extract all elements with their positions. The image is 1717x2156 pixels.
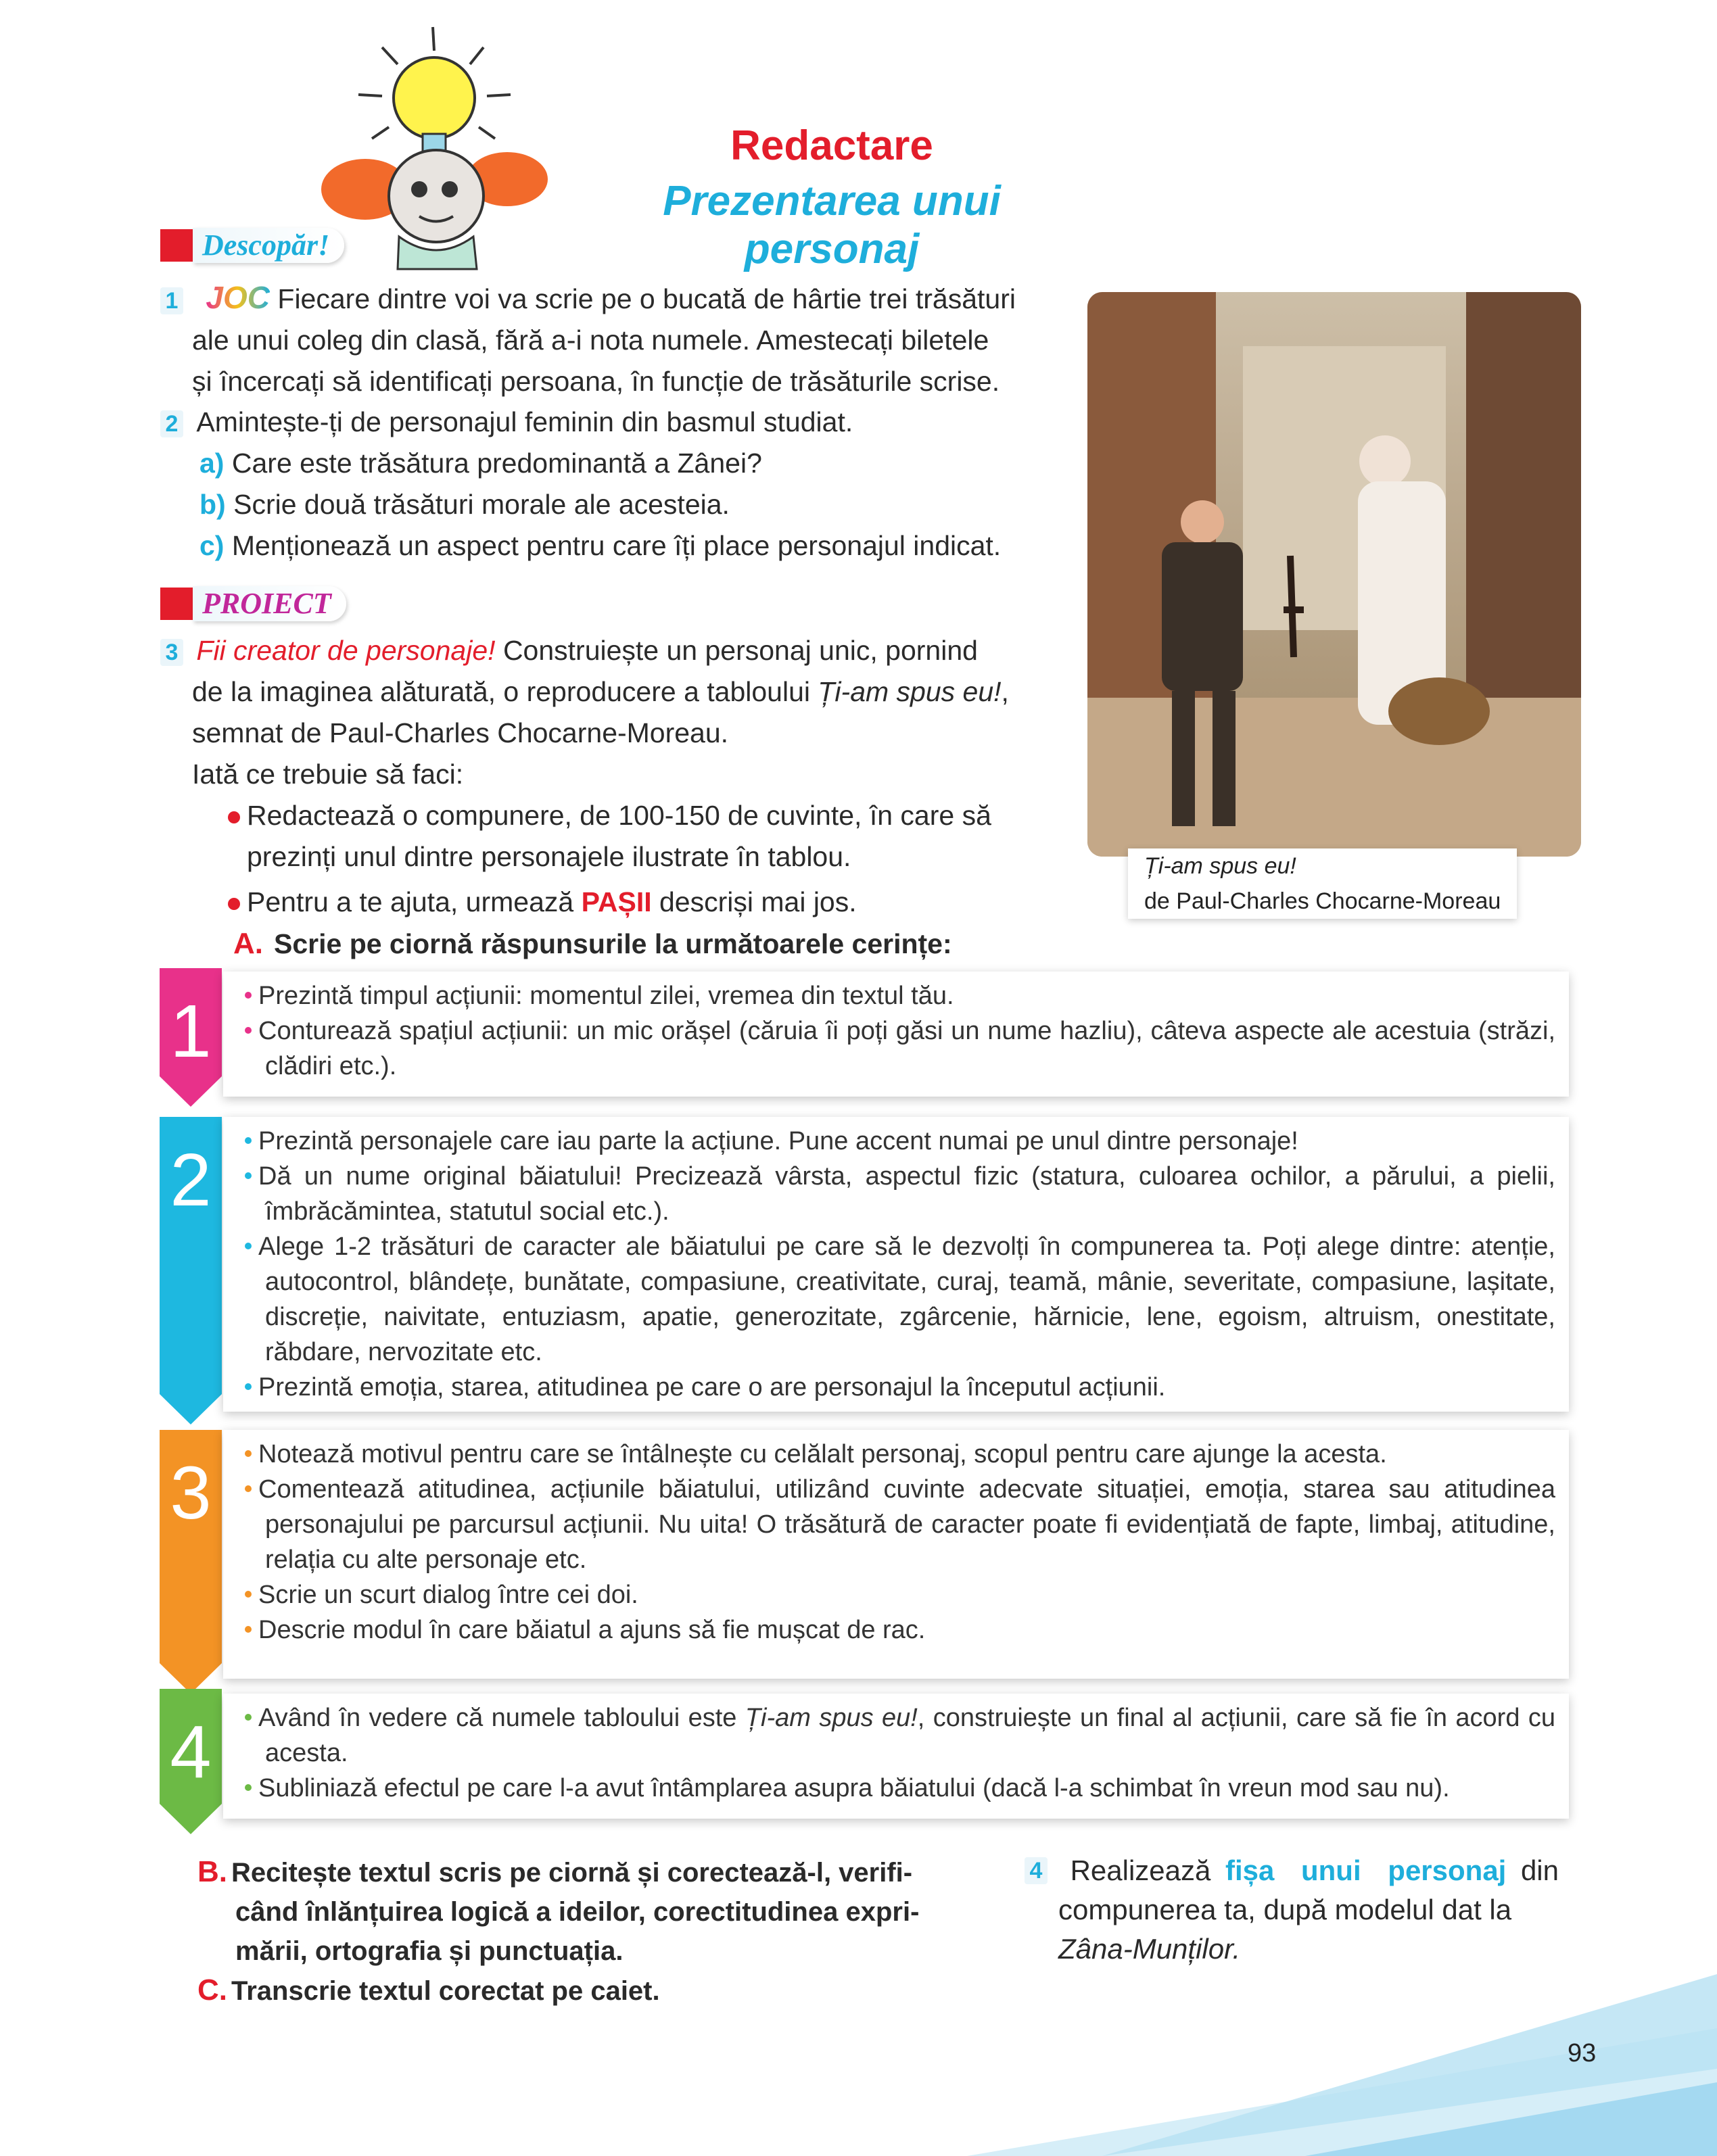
joc-label: JOC: [206, 280, 270, 315]
painting-caption: Ți-am spus eu! de Paul-Charles Chocarne-Moreau: [1128, 848, 1517, 919]
question-1: 1 JOC Fiecare dintre voi va scrie pe o bucată de hârtie trei trăsături ale unui coleg din clasă, fără a-i nota numele. Amestecați biletele și încercați să identificați persoana, în funcție de trăsăturile scrise.: [160, 277, 1066, 402]
page-subtitle: Prezentarea unui personaj: [663, 178, 1001, 272]
decorative-wave: [967, 1961, 1717, 2156]
page-title: Redactare: [730, 122, 933, 169]
red-square-icon: [160, 588, 193, 620]
step-4-box: Având în vedere că numele tabloului este Ți-am spus eu!, construiește un final al acțiunii, care să fie în acord cu acesta. Subliniază efectul pe care l-a avut întâmplarea asupra băiatului (dacă l-a schimbat în vreun mod sau nu).: [223, 1694, 1569, 1819]
step-3-number: 3: [170, 1452, 212, 1535]
bullet-dot: [228, 898, 240, 910]
question-3: 3 Fii creator de personaje! Construiește un personaj unic, pornind de la imaginea alăturată, o reproducere a tabloului Ți-am spus eu!, semnat de Paul-Charles Chocarne-Moreau. Iată ce trebuie să faci: Redactează o compunere, de 100-150 de cuvinte, în care să prezinți unul dintre personajele ilustrate în tablou. Pentru a te ajuta, urmează PAȘII descriși mai jos. A. Scrie pe ciornă răspunsurile la următoarele cerințe:: [160, 630, 1039, 965]
step-2-number: 2: [170, 1139, 212, 1222]
final-instructions: B. Recitește textul scris pe ciornă și corectează-l, verifi- când înlănțuirea logică a ideilor, corectitudinea expri- mării, ortografia și punctuația. C. Transcrie textul corectat pe caiet.: [197, 1855, 920, 2007]
question-2: 2 Amintește-ți de personajul feminin din basmul studiat. a) Care este trăsătura predominantă a Zânei? b) Scrie două trăsături morale ale acesteia. c) Menționează un aspect pentru care îți place personajul indicat.: [160, 402, 1066, 567]
step-2-box: Prezintă personajele care iau parte la acțiune. Pune accent numai pe unul dintre personaje! Dă un nume original băiatului! Precizează vârsta, aspectul fizic (statura, culoarea ochilor, a părului, a pielii, îmbrăcămintea, statutul social etc.). Alege 1-2 trăsături de caracter ale băiatului pe care să le dezvolți în compunerea ta. Poți alege dintre: atenție, autocontrol, blândețe, bunătate, compasiune, creativitate, curaj, teamă, mânie, severitate, compasiune, lașitate, discreție, naivitate, entuziasm, apatie, generozitate, zgârcenie, hărnicie, lene, egoism, altruism, onestitate, răbdare, nervozitate etc. Prezintă emoția, starea, atitudinea pe care o are personajul la începutul acțiunii.: [223, 1117, 1569, 1412]
discover-tag: Descopăr!: [160, 229, 344, 262]
idea-girl-illustration: [318, 20, 561, 270]
bullet-dot: [228, 811, 240, 823]
question-4: 4 Realizează fișa unui personaj din compunerea ta, după modelul dat la Zâna-Munților.: [1025, 1851, 1559, 1969]
step-1-box: Prezintă timpul acțiunii: momentul zilei, vremea din textul tău. Conturează spațiul acțiunii: un mic orășel (căruia îi poți găsi un nume hazliu), câteva aspecte ale acestuia (străzi, clădiri etc.).: [223, 972, 1569, 1097]
red-square-icon: [160, 229, 193, 262]
painting-image: [1087, 292, 1581, 857]
step-3-box: Notează motivul pentru care se întâlnește cu celălalt personaj, scopul pentru care ajunge la acesta. Comentează atitudinea, acțiunile băiatului, utilizând cuvinte adecvate situației, emoția, starea sau atitudinea personajului pe parcursul acțiunii. Nu uita! O trăsătură de caracter poate fi evidențiată de fapte, limbaj, atitudine, relația cu alte personaje etc. Scrie un scurt dialog între cei doi. Descrie modul în care băiatul a ajuns să fie mușcat de rac.: [223, 1430, 1569, 1679]
step-1-number: 1: [170, 990, 212, 1073]
project-tag: PROIECT: [160, 587, 346, 621]
lightbulb-icon: [394, 57, 475, 139]
step-4-number: 4: [170, 1710, 212, 1794]
page-number: 93: [1568, 2039, 1597, 2067]
